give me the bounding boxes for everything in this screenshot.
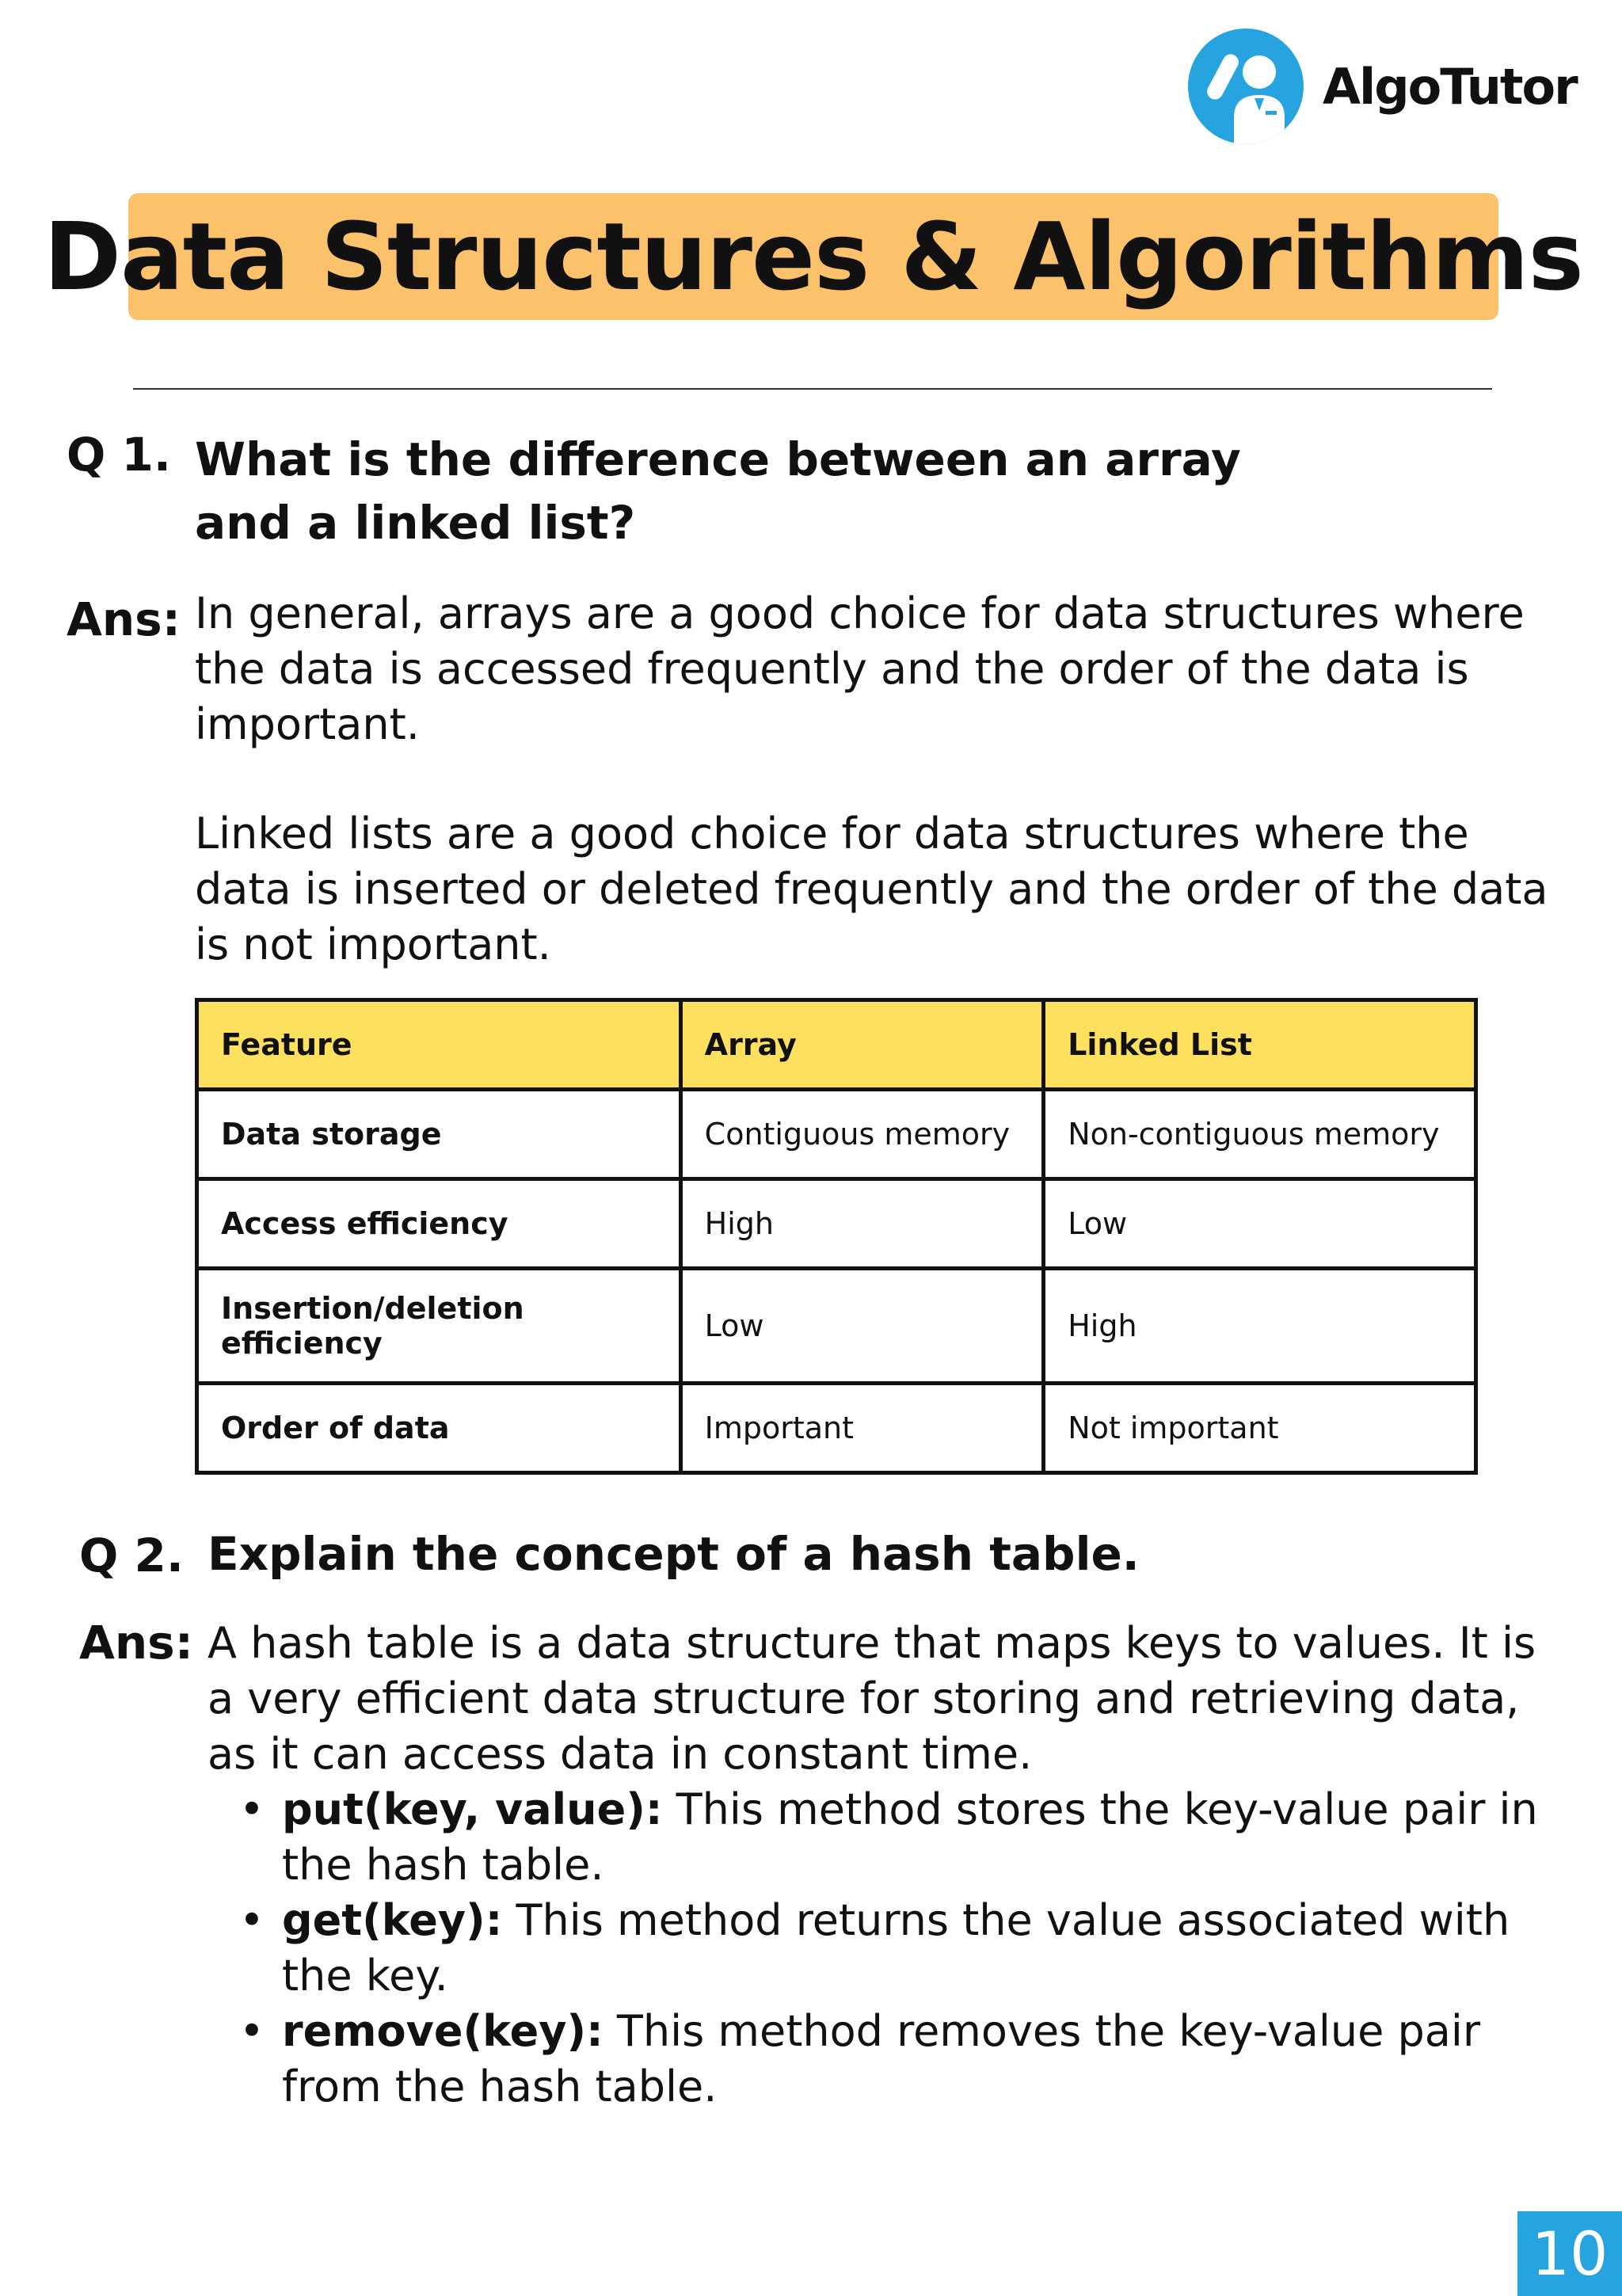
table-cell: Low [680,1269,1044,1384]
table-cell: Non-contiguous memory [1044,1090,1476,1179]
table-header: Linked List [1044,1000,1476,1090]
q2-answer-label: Ans: [79,1616,193,1670]
list-item [239,1782,1573,1893]
methods-list-wrapper [239,1782,1573,2115]
title-banner [44,193,1583,320]
q2-question: Explain the concept of a hash table. [208,1527,1140,1581]
bullet-icon: • [239,1895,265,1945]
comparison-table [195,998,1478,1475]
method-name: get(key): [282,1895,503,1945]
table-cell: Low [1044,1179,1476,1269]
q1-para1: In general, arrays are a good choice for data structures where the data is accessed frequently and the order of the data is important. [195,588,1525,749]
table-cell: Data storage [197,1090,681,1179]
method-name: remove(key): [282,2006,603,2056]
q1-para2: Linked lists are a good choice for data structures where the data is inserted or deleted frequently and the order of the data is not important. [195,809,1548,969]
table-cell: Contiguous memory [680,1090,1044,1179]
method-name: put(key, value): [282,1784,663,1834]
table-row [197,1090,1476,1179]
table-cell: Important [680,1384,1044,1473]
q1-answer-label: Ans: [67,592,181,646]
table-header-row [197,1000,1476,1090]
table-row [197,1384,1476,1473]
table-header: Feature [197,1000,681,1090]
q2-label: Q 2. [79,1529,184,1582]
table-cell: Insertion/deletion efficiency [197,1269,681,1384]
method-desc: This method removes the key-value pair from the hash table. [282,2006,1481,2111]
brand-name: AlgoTutor [1323,57,1577,116]
table-cell: Not important [1044,1384,1476,1473]
table-row [197,1179,1476,1269]
page-title: Data Structures & Algorithms [44,202,1583,311]
q1-question-line1: What is the difference between an array [195,432,1241,486]
page-number: 10 [1517,2211,1622,2296]
bullet-icon: • [239,2006,265,2056]
list-item [239,1893,1573,2004]
table-cell: Order of data [197,1384,681,1473]
table-row [197,1269,1476,1384]
q2-para: A hash table is a data structure that maps keys to values. It is a very efficient data structure for storing and retrieving data, as it can access data in constant time. [208,1618,1536,1779]
methods-list [239,1782,1573,2115]
brand-logo [1188,27,1577,146]
list-item [239,2004,1573,2115]
table-header: Array [680,1000,1044,1090]
bullet-icon: • [239,1784,265,1834]
q1-question-line2: and a linked list? [195,496,636,550]
q1-label: Q 1. [67,428,171,482]
table-cell: High [680,1179,1044,1269]
divider [133,388,1492,390]
person-with-pencil-icon [1188,29,1304,144]
method-desc: This method returns the value associated with the key. [282,1895,1510,2001]
method-desc: This method stores the key-value pair in the hash table. [282,1784,1538,1890]
table-cell: High [1044,1269,1476,1384]
table-cell: Access efficiency [197,1179,681,1269]
